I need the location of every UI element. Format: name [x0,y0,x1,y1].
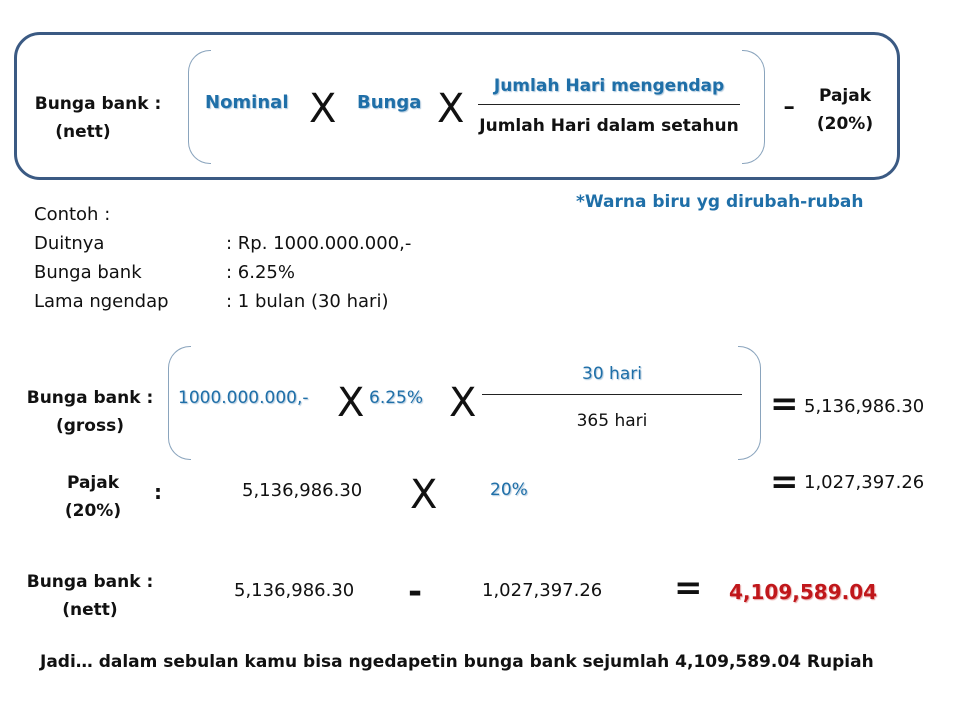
example-value-lama: : 1 bulan (30 hari) [226,291,389,312]
gross-denominator: 365 hari [576,411,648,431]
gross-result: 5,136,986.30 [804,396,925,417]
nett-gross: 5,136,986.30 [234,580,355,601]
nett-equals: = [674,568,703,608]
gross-numerator: 30 hari [582,364,642,384]
gross-label-line2: (gross) [55,416,124,436]
formula-times-1: X [309,86,337,132]
conclusion-text: Jadi… dalam sebulan kamu bisa ngedapetin bunga bank sejumlah 4,109,589.04 Rupiah [40,652,874,672]
formula-denominator: Jumlah Hari dalam setahun [479,116,739,136]
formula-pajak [808,82,882,138]
tax-colon: : [154,480,162,504]
nett-result: 4,109,589.04 [729,580,878,604]
example-label-duit: Duitnya [34,233,105,254]
example-label-lama: Lama ngendap [34,291,169,312]
gross-nominal: 1000.000.000,- [178,388,309,408]
example-title: Contoh : [34,204,111,225]
gross-times-2: X [449,380,477,426]
tax-equals: = [770,462,799,502]
formula-label [28,90,168,146]
nett-label-line2: (nett) [62,600,118,620]
gross-label-line1: Bunga bank : [26,388,154,408]
formula-nominal: Nominal [205,92,289,113]
tax-times: X [410,472,438,518]
formula-pajak-line2: (20%) [816,114,874,134]
formula-numerator: Jumlah Hari mengendap [493,76,725,96]
tax-base: 5,136,986.30 [242,480,363,501]
example-value-duit: : Rp. 1000.000.000,- [226,233,412,254]
formula-pajak-line1: Pajak [818,86,872,106]
gross-times-1: X [337,380,365,426]
nett-minus: - [408,572,423,612]
formula-right-bracket [742,50,765,164]
nett-tax: 1,027,397.26 [482,580,603,601]
gross-label [20,384,160,440]
formula-times-2: X [437,86,465,132]
tax-label-line2: (20%) [64,501,122,521]
example-label-bunga: Bunga bank [34,262,142,283]
gross-equals: = [770,384,799,424]
nett-label-line1: Bunga bank : [26,572,154,592]
formula-label-line1: Bunga bank : [34,94,162,114]
tax-rate: 20% [490,480,528,500]
nett-label [20,568,160,624]
tax-label-line1: Pajak [66,473,120,493]
formula-minus: - [783,86,796,126]
gross-fraction-line [482,394,742,395]
note-text: *Warna biru yg dirubah-rubah [576,192,864,212]
gross-rate: 6.25% [369,388,424,408]
formula-label-line2: (nett) [55,122,111,142]
formula-bunga: Bunga [357,92,422,113]
formula-fraction-line [478,104,740,105]
tax-label [56,469,130,525]
example-value-bunga: : 6.25% [226,262,295,283]
tax-result: 1,027,397.26 [804,472,925,493]
